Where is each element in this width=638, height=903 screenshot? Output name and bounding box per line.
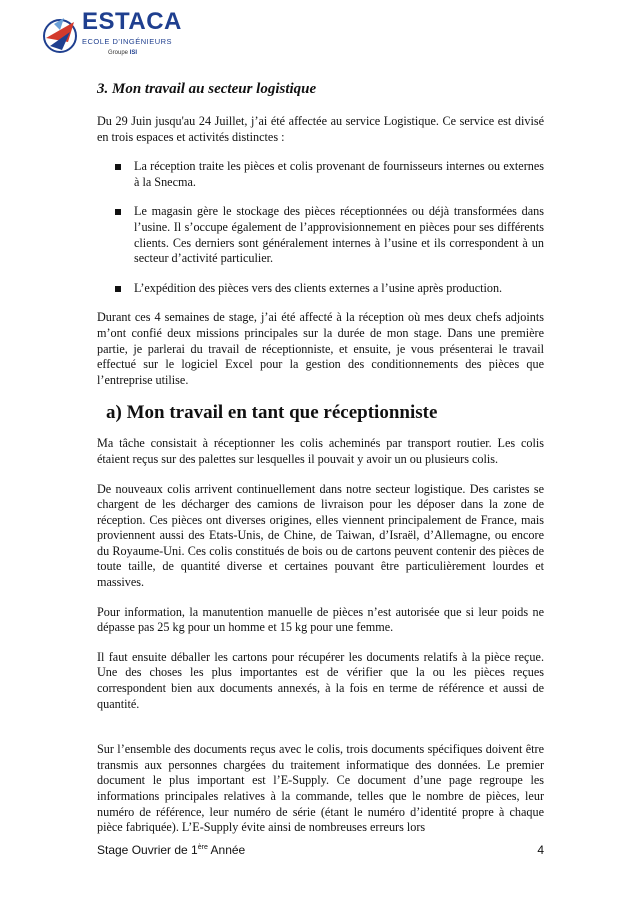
logo-group-label: Groupe — [108, 50, 129, 56]
list-item — [97, 204, 544, 266]
logo-group — [108, 50, 137, 56]
paragraph: Sur l’ensemble des documents reçus avec le colis, trois documents spécifiques doivent être transmis aux personnes chargées du traitement informatique des données. Le premier document le plus important est l’E-Supply. Ce document d’une page regroupe les informations principales relatives à la commande, telles que le nombre de pièces, leur numéro de référence, leur numéro de série (étant le numéro d’identité propre à chaque pièce fabriquée). L’E-Supply évite ainsi de nombreuses erreurs lors — [97, 742, 544, 835]
logo-name: ESTACA — [82, 8, 182, 35]
subsection-title: a) Mon travail en tant que réceptionniste — [106, 402, 438, 424]
paragraph: De nouveaux colis arrivent continuellement dans notre secteur logistique. Des caristes se chargent de les décharger des camions de livraison pour les déposer dans la zone de réception. Ces pièces ont diverses origines, elles viennent principalement de France, mais proviennent aussi des Etats-Unis, de Chine, de Taiwan, d’Israël, d’Allemagne, ou encore du Royaume-Uni. Ces colis constitués de bois ou de cartons peuvent contenir des pièces de toute taille, de quantité diverse et certaines pouvant être particulièrement lourdes et massives. — [97, 481, 544, 590]
paragraph: Ma tâche consistait à réceptionner les colis acheminés par transport routier. Les colis étaient reçus sur des palettes sur lesquelles il pouvait y avoir un ou plusieurs colis. — [97, 436, 544, 466]
paragraph: Pour information, la manutention manuelle de pièces n’est autorisée que si leur poids ne dépasse pas 25 kg pour un homme et 15 kg pour une femme. — [97, 604, 544, 635]
list-item — [97, 281, 544, 297]
list-item-text: Le magasin gère le stockage des pièces réceptionnées ou déjà transformées dans l’usine. Il s’occupe également de l’approvisionnement en pièces pour ses différents clients. Ces derniers sont généralement internes à l’usine et ils correspondent à un secteur d’activité particulier. — [134, 204, 544, 266]
page-content — [97, 80, 544, 836]
logo-subtitle: ECOLE D'INGÉNIEURS — [82, 37, 173, 46]
paragraph: Il faut ensuite déballer les cartons pour récupérer les documents relatifs à la pièce reçue. Une des choses les plus importantes est de vérifier que la ou les pièces reçues correspondent bien aux documents annexés, à la fois en terme de référence et aussi de quantité. — [97, 649, 544, 711]
square-bullet-icon — [115, 286, 121, 292]
page-number: 4 — [537, 843, 544, 857]
section-title: 3. Mon travail au secteur logistique — [97, 81, 317, 97]
list-item — [97, 159, 544, 190]
section-intro: Du 29 Juin jusqu'au 24 Juillet, j’ai été affectée au service Logistique. Ce service est divisé en trois espaces et activités distinctes : — [97, 114, 544, 144]
paragraph: Durant ces 4 semaines de stage, j’ai été affecté à la réception où mes deux chefs adjoints m’ont confié deux missions principales sur la durée de mon stage. Dans une première partie, je parlerai du travail de réceptionniste, et ensuite, je vous présenterai le travail effectué sur le logiciel Excel pour la gestion des conditionnements des pièces que l’entreprise utilise. — [97, 310, 544, 387]
list-item-text: L’expédition des pièces vers des clients externes a l’usine après production. — [134, 280, 503, 295]
page-footer — [97, 843, 544, 857]
footer-label: Stage Ouvrier de 1ère Année — [97, 843, 246, 857]
logo-group-mark: ISI — [129, 50, 138, 56]
bullet-list — [97, 159, 544, 296]
square-bullet-icon — [115, 209, 121, 215]
estaca-emblem-icon — [40, 12, 84, 56]
square-bullet-icon — [115, 164, 121, 170]
list-item-text: La réception traite les pièces et colis provenant de fournisseurs internes ou externes à la Snecma. — [134, 159, 544, 189]
